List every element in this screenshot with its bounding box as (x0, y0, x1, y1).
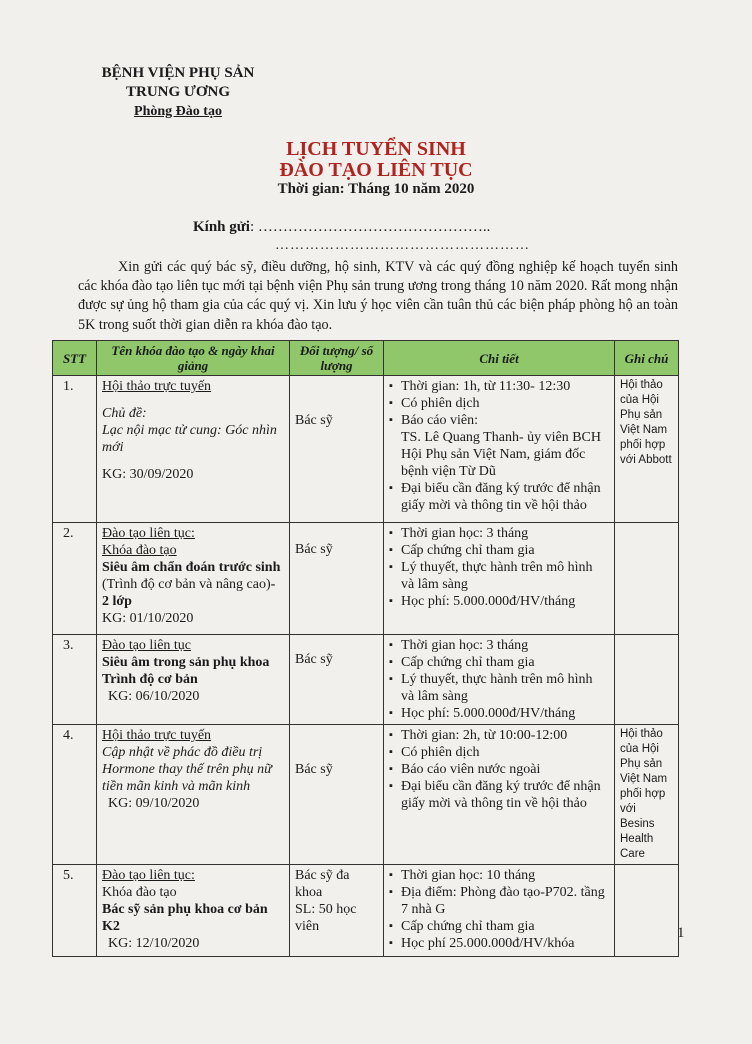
row-details (384, 725, 615, 865)
detail-item: ▪ Báo cáo viên: (401, 412, 609, 429)
greeting-dots: : ……………………………………….. (249, 219, 491, 235)
row-details (384, 635, 615, 725)
row-stt: 5. (53, 865, 97, 957)
table-row (53, 865, 679, 957)
detail-item: ▪ Đại biểu cần đăng ký trước để nhận giấy mời và thông tin về hội thảo (401, 480, 609, 514)
intro-paragraph: Xin gửi các quý bác sỹ, điều dưỡng, hộ sinh, KTV và các quý đồng nghiệp kế hoạch tuyển sinh các khóa đào tạo liên tục mới tại bệnh viện Phụ sản trung ương trong tháng 10 năm 2020. Rất mong nhận được sự ủng hộ tham gia của các quý vị. Xin lưu ý học viên cần tuân thủ các biện pháp phòng hộ an toàn 5K trong suốt thời gian diễn ra khóa đào tạo. (78, 259, 678, 333)
course-title (102, 559, 284, 610)
table-row (53, 523, 679, 635)
course-type: Đào tạo liên tục: (102, 868, 195, 883)
speaker-info: TS. Lê Quang Thanh- ủy viên BCH Hội Phụ sản Việt Nam, giám đốc bệnh viện Từ Dũ (401, 430, 601, 479)
row-details (384, 376, 615, 523)
row-note: Hội thảo của Hội Phụ sản Việt Nam phối hợp với Abbott (615, 376, 679, 523)
schedule-table (52, 340, 679, 957)
row-target (290, 376, 384, 523)
detail-item: ▪ Lý thuyết, thực hành trên mô hình và lâm sàng (401, 671, 609, 705)
header-note: Ghi chú (615, 341, 679, 376)
header-stt: STT (53, 341, 97, 376)
row-course-name (97, 865, 290, 957)
header-target: Đối tượng/ số lượng (290, 341, 384, 376)
course-type: Đào tạo liên tục (102, 638, 192, 653)
course-type: Hội thảo trực tuyến (102, 379, 212, 394)
row-course-name (97, 523, 290, 635)
detail-item: ▪ Cấp chứng chỉ tham gia (401, 918, 609, 935)
course-type: Hội thảo trực tuyến (102, 728, 212, 743)
opening-date: KG: 09/10/2020 (108, 796, 200, 811)
detail-item: ▪ Cấp chứng chỉ tham gia (401, 542, 609, 559)
row-target (290, 523, 384, 635)
table-row (53, 635, 679, 725)
document-title-line2: ĐÀO TẠO LIÊN TỤC (279, 159, 473, 181)
row-target (290, 635, 384, 725)
opening-date: KG: 30/09/2020 (102, 467, 194, 482)
row-note (615, 635, 679, 725)
course-type: Đào tạo liên tục: (102, 526, 195, 541)
opening-date: KG: 06/10/2020 (108, 689, 200, 704)
row-target (290, 725, 384, 865)
course-title: Bác sỹ sản phụ khoa cơ bản K2 (102, 902, 268, 934)
greeting-label: Kính gửi (193, 219, 250, 235)
opening-date: KG: 01/10/2020 (102, 611, 194, 626)
row-note: Hội thảo của Hội Phụ sản Việt Nam phối hợp với Besins Health Care (615, 725, 679, 865)
course-classes: - 2 lớp (102, 577, 276, 609)
row-target (290, 865, 384, 957)
row-details (384, 523, 615, 635)
hospital-name-line1: BỆNH VIỆN PHỤ SẢN (101, 65, 255, 81)
detail-item: ▪ Thời gian học: 3 tháng (401, 525, 609, 542)
row-course-name (97, 635, 290, 725)
hospital-name-line2: TRUNG ƯƠNG (125, 84, 231, 100)
target-text: Bác sỹ (295, 652, 333, 667)
target-text: Bác sỹ (295, 413, 333, 428)
detail-item: ▪ Địa điểm: Phòng đào tạo-P702. tầng 7 nhà G (401, 884, 609, 918)
detail-item: ▪ Cấp chứng chỉ tham gia (401, 654, 609, 671)
header-course-name: Tên khóa đào tạo & ngày khai giảng (97, 341, 290, 376)
detail-item: ▪ Thời gian: 2h, từ 10:00-12:00 (401, 727, 609, 744)
row-stt: 4. (53, 725, 97, 865)
hospital-header (78, 64, 278, 121)
table-header-row (53, 341, 679, 376)
detail-item: ▪ Học phí 25.000.000đ/HV/khóa (401, 935, 609, 952)
course-sub: Khóa đào tạo (102, 543, 177, 558)
document-title-line1: LỊCH TUYỂN SINH (286, 138, 466, 160)
greeting-dots-line2: …………………………………………… (275, 238, 530, 253)
detail-item: ▪ Thời gian: 1h, từ 11:30- 12:30 (401, 378, 609, 395)
course-title-level: (Trình độ cơ bản và nâng cao) (102, 577, 271, 592)
row-stt: 2. (53, 523, 97, 635)
opening-date: KG: 12/10/2020 (108, 936, 200, 951)
table-row (53, 725, 679, 865)
target-text: Bác sỹ (295, 542, 333, 557)
target-text: Bác sỹ (295, 762, 333, 777)
table-row (53, 376, 679, 523)
course-sub: Khóa đào tạo (102, 885, 177, 900)
topic-text: Cập nhật về phác đồ điều trị Hormone thay thế trên phụ nữ tiền mãn kinh và mãn kinh (102, 745, 272, 794)
detail-item: ▪ Lý thuyết, thực hành trên mô hình và lâm sàng (401, 559, 609, 593)
row-course-name (97, 725, 290, 865)
course-title: Siêu âm trong sản phụ khoa (102, 655, 270, 670)
row-note (615, 523, 679, 635)
topic-label: Chủ đề: (102, 406, 147, 421)
greeting-line (193, 219, 490, 236)
document-time: Thời gian: Tháng 10 năm 2020 (277, 181, 475, 197)
course-title-bold: Siêu âm chẩn đoán trước sinh (102, 560, 281, 575)
detail-item: ▪ Báo cáo viên nước ngoài (401, 761, 609, 778)
target-count: SL: 50 học viên (295, 902, 357, 934)
topic-text: Lạc nội mạc tử cung: Góc nhìn mới (102, 423, 277, 455)
detail-item: ▪ Thời gian học: 3 tháng (401, 637, 609, 654)
detail-item: ▪ Có phiên dịch (401, 744, 609, 761)
header-detail: Chi tiết (384, 341, 615, 376)
detail-item: ▪ Thời gian học: 10 tháng (401, 867, 609, 884)
page-number: 1 (677, 925, 685, 941)
detail-item: ▪ Học phí: 5.000.000đ/HV/tháng (401, 705, 609, 722)
row-details (384, 865, 615, 957)
department-name: Phòng Đào tạo (134, 104, 222, 119)
row-course-name (97, 376, 290, 523)
detail-item: ▪ Đại biểu cần đăng ký trước để nhận giấy mời và thông tin về hội thảo (401, 778, 609, 812)
row-stt: 1. (53, 376, 97, 523)
course-level: Trình độ cơ bản (102, 672, 198, 687)
row-note (615, 865, 679, 957)
detail-item: ▪ Có phiên dịch (401, 395, 609, 412)
row-stt: 3. (53, 635, 97, 725)
detail-item: ▪ Học phí: 5.000.000đ/HV/tháng (401, 593, 609, 610)
target-text: Bác sỹ đa khoa (295, 868, 350, 900)
